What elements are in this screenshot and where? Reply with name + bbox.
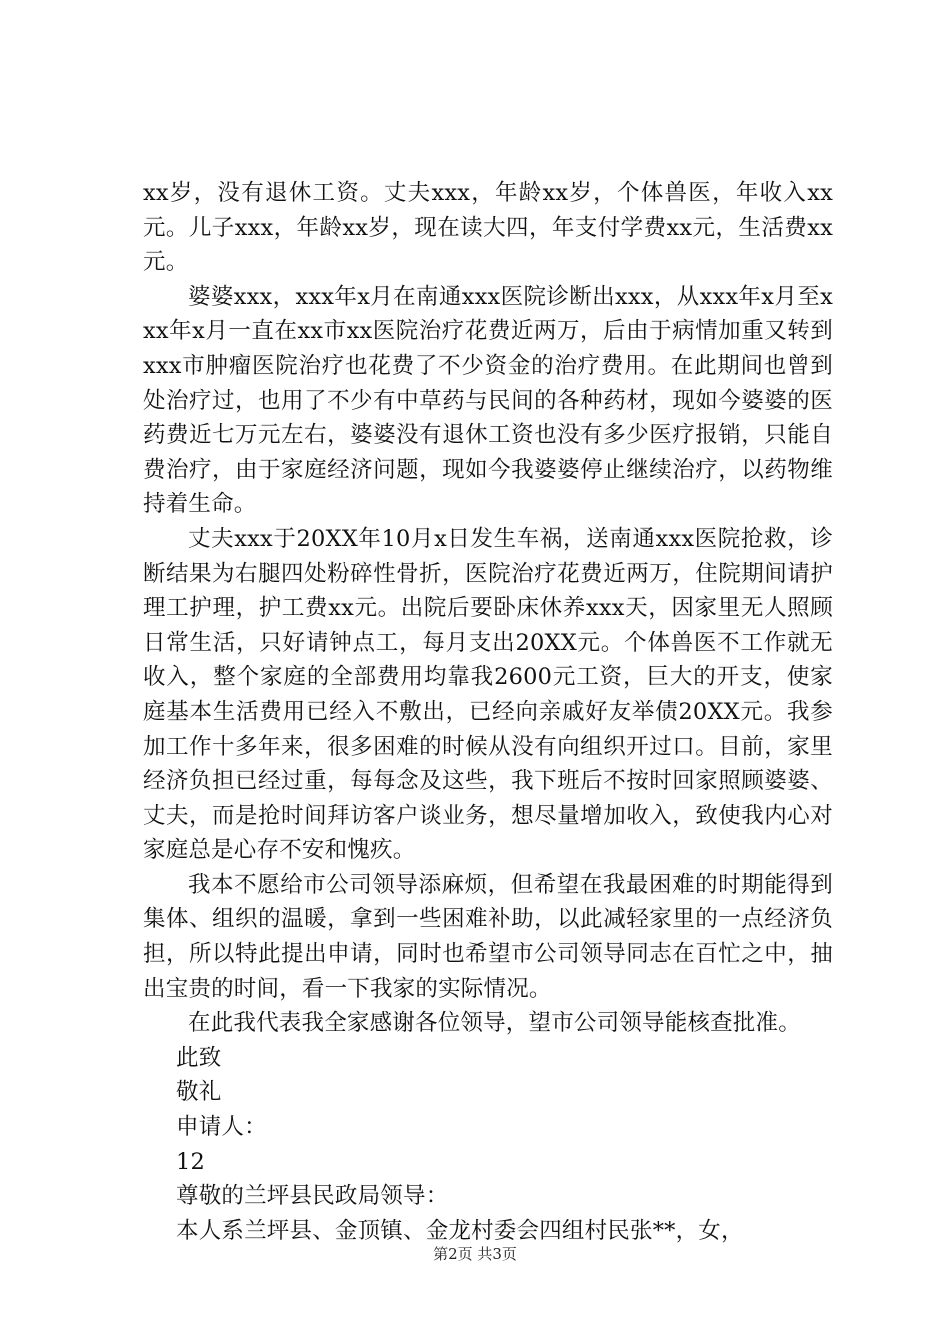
applicant-number: 12: [176, 1148, 206, 1175]
paragraph-mother-in-law: 婆婆xxx，xxx年x月在南通xxx医院诊断出xxx，从xxx年x月至xxx年x月一直在xx市xx医院治疗花费近两万，后由于病情加重又转到xxx市肿瘤医院治疗也花费了不少资金的治疗费用。在此期间也曾到处治疗过，也用了不少有中草药与民间的各种药材，现如今婆婆的医药费近七万元左右，婆婆没有退休工资也没有多少医疗报销，只能自费治疗，由于家庭经济问题，现如今我婆婆停止继续治疗，以药物维持着生命。: [143, 283, 833, 518]
applicant-label: 申请人：: [176, 1114, 267, 1141]
closing-salutation: 此致: [176, 1044, 222, 1071]
next-letter-addressee: 尊敬的兰坪县民政局领导：: [176, 1183, 449, 1210]
paragraph-request: 我本不愿给市公司领导添麻烦，但希望在我最困难的时期能得到集体、组织的温暖，拿到一些困难补助，以此减轻家里的一点经济负担，所以特此提出申请，同时也希望市公司领导同志在百忙之中，抽出宝贵的时间，看一下我家的实际情况。: [143, 871, 833, 1002]
closing-regards: 敬礼: [176, 1079, 222, 1106]
paragraph-thanks: 在此我代表我全家感谢各位领导，望市公司领导能核查批准。: [188, 1010, 801, 1037]
page-indicator: 第2页 共3页: [433, 1245, 517, 1263]
paragraph-income: xx岁，没有退休工资。丈夫xxx，年龄xx岁，个体兽医，年收入xx元。儿子xxx，年龄xx岁，现在读大四，年支付学费xx元，生活费xx元。: [143, 180, 833, 276]
next-letter-opening: 本人系兰坪县、金顶镇、金龙村委会四组村民张**，女，: [176, 1217, 744, 1244]
document-body: [143, 176, 833, 1248]
paragraph-husband-accident: 丈夫xxx于20XX年10月x日发生车祸，送南通xxx医院抢救，诊断结果为右腿四处粉碎性骨折，医院治疗花费近两万，住院期间请护理工护理，护工费xx元。出院后要卧床休养xxx天，因家里无人照顾日常生活，只好请钟点工，每月支出20XX元。个体兽医不工作就无收入，整个家庭的全部费用均靠我2600元工资，巨大的开支，使家庭基本生活费用已经入不敷出，已经向亲戚好友举债20XX元。我参加工作十多年来，很多困难的时候从没有向组织开过口。目前，家里经济负担已经过重，每每念及这些，我下班后不按时回家照顾婆婆、丈夫，而是抢时间拜访客户谈业务，想尽量增加收入，致使我内心对家庭总是心存不安和愧疚。: [143, 525, 833, 864]
page-footer: [0, 1244, 950, 1264]
